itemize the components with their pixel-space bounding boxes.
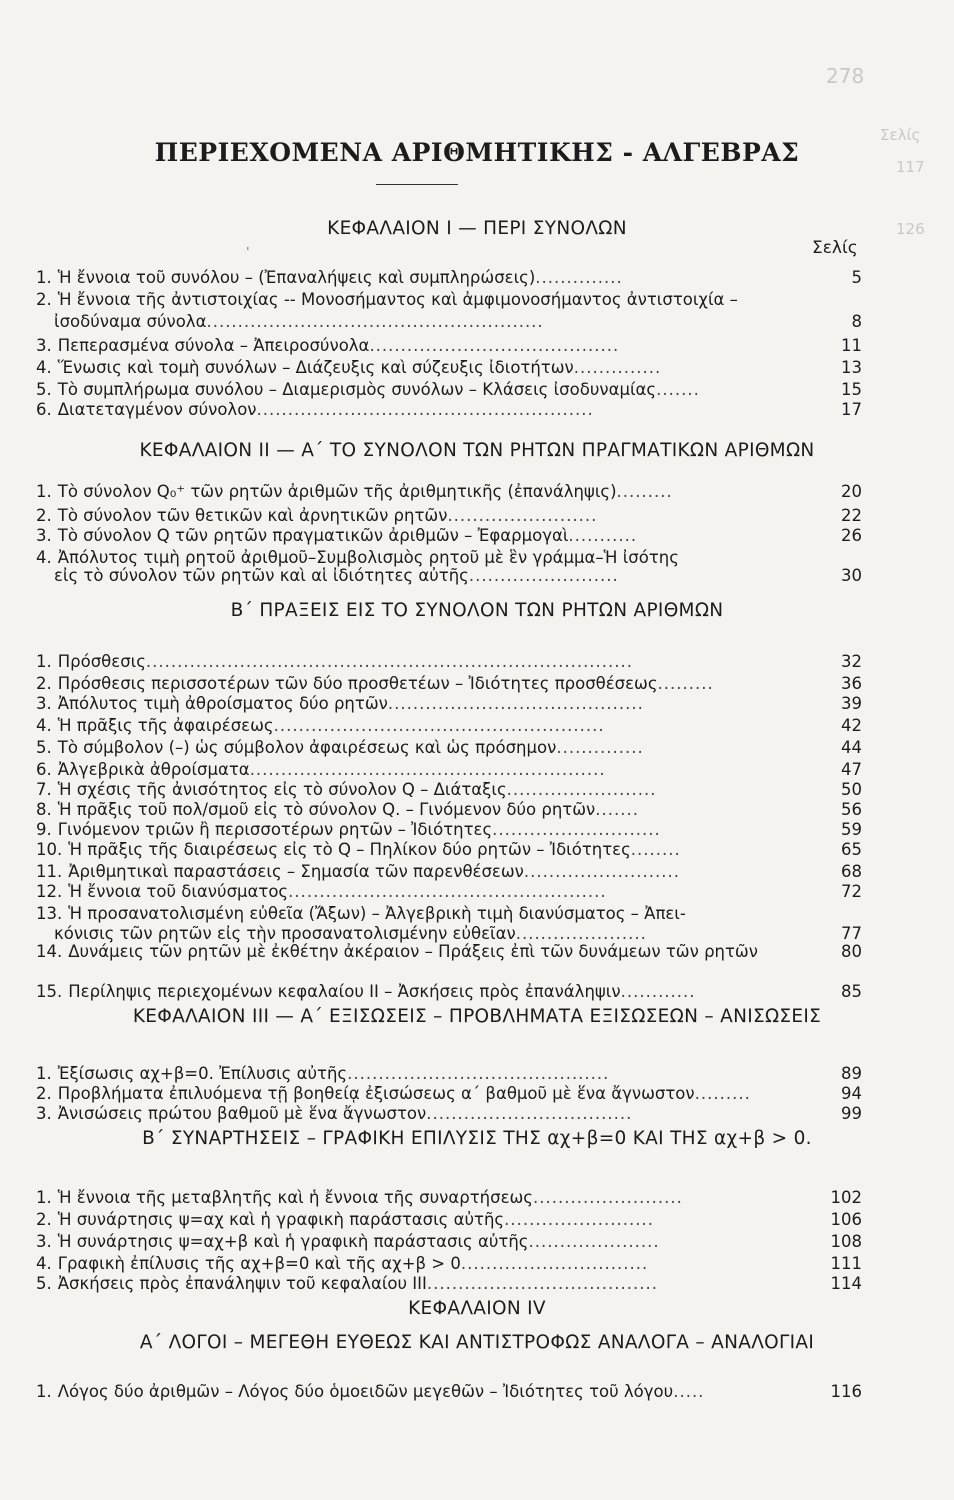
toc-entry-page: 26 [841, 526, 862, 545]
ghost-label: Σελίς [880, 126, 921, 144]
page-title: ΠΕΡΙΕΧΟΜΕΝΑ ΑΡΙΘΜΗΤΙΚΗΣ - ΑΛΓΕΒΡΑΣ [154, 138, 800, 167]
toc-entry [36, 1274, 862, 1294]
toc-entry-page: 50 [841, 780, 862, 799]
toc-entry-number: 4. [36, 358, 52, 377]
toc-entry [36, 1104, 862, 1124]
toc-entry-leader: .......................................... [347, 1064, 610, 1083]
toc-entry-number: 2. [36, 674, 52, 693]
toc-entry-text: Ἐξίσωσις αχ+β=0. Ἐπίλυσις αὐτῆς [57, 1064, 348, 1083]
toc-entry-text: Τὸ σύμβολον (–) ὡς σύμβολον ἀφαιρέσεως καὶ ὡς πρόσημον [57, 738, 557, 757]
chapter-2b-heading: Β΄ ΠΡΑΞΕΙΣ ΕΙΣ ΤΟ ΣΥΝΟΛΟΝ ΤΩΝ ΡΗΤΩΝ ΑΡΙΘΜΩΝ [230, 600, 724, 621]
toc-entry-number: 5. [36, 380, 52, 399]
toc-entry-leader: ..................... [515, 924, 647, 943]
toc-entry-number: 1. [36, 652, 52, 671]
toc-entry-text: Διατεταγμένον σύνολον [57, 400, 257, 419]
toc-entry-continuation [36, 566, 862, 586]
toc-entry-text: Ἀπόλυτος τιμὴ ἀθροίσματος δύο ρητῶν [57, 694, 388, 713]
toc-entry-text: Ἡ συνάρτησις ψ=αχ καὶ ἡ γραφικὴ παράστασις αὐτῆς [57, 1210, 505, 1229]
toc-entry-leader: ..................... [528, 1232, 660, 1251]
toc-entry-page: 77 [841, 924, 862, 943]
toc-entry-number: 2. [36, 1210, 52, 1229]
toc-entry-text: Ἡ πρᾶξις τῆς ἀφαιρέσεως [57, 716, 274, 735]
toc-entry-page: 20 [841, 482, 862, 501]
toc-entry-number: 10. [36, 840, 63, 859]
toc-entry-page: 39 [841, 694, 862, 713]
toc-entry-number: 1. [36, 1188, 52, 1207]
toc-entry-page: 36 [841, 674, 862, 693]
toc-entry-page: 99 [841, 1104, 862, 1123]
toc-entry-page: 17 [841, 400, 862, 419]
toc-entry-number: 15. [36, 982, 63, 1001]
toc-entry-continuation [36, 312, 862, 332]
toc-entry-text: Ἀσκήσεις πρὸς ἐπανάληψιν τοῦ κεφαλαίου ΙΙΙ [57, 1274, 427, 1293]
toc-entry-text: Τὸ σύνολον Q₀⁺ τῶν ρητῶν ἀριθμῶν τῆς ἀριθμητικῆς (ἐπανάληψις) [57, 482, 617, 501]
toc-entry-number: 9. [36, 820, 52, 839]
toc-entry-number: 6. [36, 400, 52, 419]
toc-entry-text: Ἀπόλυτος τιμὴ ρητοῦ ἀριθμοῦ–Συμβολισμὸς ρητοῦ μὲ ἓν γράμμα–Ἡ ἰσότης [57, 548, 679, 567]
toc-entry-page: 111 [830, 1254, 862, 1273]
toc-entry-leader: ........ [630, 840, 681, 859]
toc-entry-text: Γινόμενον τριῶν ἢ περισσοτέρων ρητῶν – Ἰδιότητες [57, 820, 493, 839]
toc-entry-leader: ..... [673, 1382, 705, 1401]
toc-entry-number: 4. [36, 1254, 52, 1273]
ghost-page: 126 [896, 220, 925, 238]
toc-entry-page: 106 [830, 1210, 862, 1229]
chapter-3b-heading: Β΄ ΣΥΝΑΡΤΗΣΕΙΣ – ΓΡΑΦΙΚΗ ΕΠΙΛΥΣΙΣ ΤΗΣ αχ+β=0 ΚΑΙ ΤΗΣ αχ+β > 0. [142, 1128, 812, 1149]
toc-entry-text: Ἡ προσανατολισμένη εὐθεῖα (Ἄξων) – Ἀλγεβρικὴ τιμὴ διανύσματος – Ἀπει- [68, 904, 686, 923]
toc-entry-leader: ......................................................... [249, 760, 606, 779]
toc-entry [36, 760, 862, 780]
toc-entry-leader: .............. [535, 268, 623, 287]
toc-entry [36, 1084, 862, 1104]
toc-entry-leader: ........... [568, 526, 638, 545]
toc-entry [36, 358, 862, 378]
toc-entry-number: 3. [36, 1232, 52, 1251]
toc-entry-number: 2. [36, 1084, 52, 1103]
toc-entry [36, 1232, 862, 1252]
toc-entry-leader: ....... [595, 800, 639, 819]
toc-entry-page: 80 [841, 942, 862, 961]
chapter-1-heading: ΚΕΦΑΛΑΙΟΝ Ι — ΠΕΡΙ ΣΥΝΟΛΩΝ [327, 218, 627, 239]
ghost-page: 117 [896, 158, 925, 176]
toc-entry-text: Πεπερασμένα σύνολα – Ἀπειροσύνολα [57, 336, 370, 355]
toc-entry-leader: ........................ [468, 566, 619, 585]
toc-entry [36, 674, 862, 694]
toc-entry-leader: ......................................... [387, 694, 644, 713]
toc-entry-leader: ..................................................... [273, 716, 605, 735]
toc-entry-leader: .............................. [460, 1254, 649, 1273]
toc-entry-leader: ........................................ [369, 336, 620, 355]
toc-entry [36, 1382, 862, 1402]
toc-entry-text: Ἡ σχέσις τῆς ἀνισότητος εἰς τὸ σύνολον Q – Διάταξις [57, 780, 507, 799]
toc-entry-leader: ..................................... [426, 1274, 658, 1293]
toc-entry [36, 482, 862, 502]
toc-entry-text: Πρόσθεσις [57, 652, 146, 671]
toc-entry-text: Ἡ ἔννοια τῆς μεταβλητῆς καὶ ἡ ἔννοια τῆς συναρτήσεως [57, 1188, 533, 1207]
toc-entry-number: 3. [36, 336, 52, 355]
toc-entry-page: 30 [841, 566, 862, 585]
toc-entry-page: 44 [841, 738, 862, 757]
toc-entry [36, 526, 862, 546]
toc-entry-leader: .............................................................................. [145, 652, 634, 671]
toc-entry-text: Ἡ πρᾶξις τῆς διαιρέσεως εἰς τὸ Q – Πηλίκον δύο ρητῶν – Ἰδιότητες [68, 840, 631, 859]
toc-entry [36, 652, 862, 672]
toc-entry-text: Τὸ σύνολον Q τῶν ρητῶν πραγματικῶν ἀριθμῶν – Ἐφαρμογαὶ [57, 526, 569, 545]
toc-entry-page: 5 [851, 268, 862, 287]
toc-entry [36, 336, 862, 356]
toc-entry-page: 114 [830, 1274, 862, 1293]
toc-entry-page: 11 [841, 336, 862, 355]
toc-entry-number: 8. [36, 800, 52, 819]
stray-mark: ˈ [246, 246, 250, 261]
toc-entry-number: 13. [36, 904, 63, 923]
toc-entry [36, 400, 862, 420]
toc-entry-page: 22 [841, 506, 862, 525]
toc-entry [36, 1188, 862, 1208]
toc-entry-number: 3. [36, 694, 52, 713]
toc-entry-number: 11. [36, 862, 63, 881]
toc-entry-leader: ........................... [492, 820, 661, 839]
toc-entry-leader: ........................ [447, 506, 598, 525]
toc-entry [36, 694, 862, 714]
toc-entry-number: 1. [36, 268, 52, 287]
toc-entry [36, 820, 862, 840]
toc-entry-text: ἰσοδύναμα σύνολα [54, 312, 207, 331]
toc-entry-number: 4. [36, 548, 52, 567]
toc-entry-page: 85 [841, 982, 862, 1001]
toc-entry-text: Ἡ συνάρτησις ψ=αχ+β καὶ ἡ γραφικὴ παράστασις αὐτῆς [57, 1232, 529, 1251]
toc-entry-leader: ........................ [506, 780, 657, 799]
toc-entry-number: 3. [36, 526, 52, 545]
toc-entry [36, 1254, 862, 1274]
toc-entry-text: εἰς τὸ σύνολον τῶν ρητῶν καὶ αἱ ἰδιότητες αὐτῆς [54, 566, 469, 585]
toc-entry-page: 32 [841, 652, 862, 671]
toc-entry-leader: ............ [620, 982, 696, 1001]
toc-entry-page: 65 [841, 840, 862, 859]
toc-entry-page: 8 [851, 312, 862, 331]
toc-entry-page: 102 [830, 1188, 862, 1207]
chapter-3-heading: ΚΕΦΑΛΑΙΟΝ ΙΙΙ — Α΄ ΕΞΙΣΩΣΕΙΣ – ΠΡΟΒΛΗΜΑΤΑ ΕΞΙΣΩΣΕΩΝ – ΑΝΙΣΩΣΕΙΣ [132, 1006, 822, 1027]
toc-entry [36, 716, 862, 736]
toc-entry-page: 89 [841, 1064, 862, 1083]
toc-entry-leader: ...................................................... [256, 400, 594, 419]
toc-entry-leader: ....... [656, 380, 700, 399]
toc-entry-text: Περίληψις περιεχομένων κεφαλαίου ΙΙ – Ἀσκήσεις πρὸς ἐπανάληψιν [68, 982, 621, 1001]
chapter-4-heading: ΚΕΦΑΛΑΙΟΝ ΙV [408, 1298, 546, 1319]
title-divider [376, 184, 458, 185]
toc-entry-leader: ......... [657, 674, 714, 693]
toc-entry-page: 94 [841, 1084, 862, 1103]
toc-entry [36, 780, 862, 800]
toc-entry-page: 68 [841, 862, 862, 881]
toc-entry-number: 2. [36, 506, 52, 525]
toc-entry-number: 2. [36, 290, 52, 309]
toc-entry-page: 13 [841, 358, 862, 377]
toc-entry [36, 800, 862, 820]
toc-entry-text: κόνισις τῶν ρητῶν εἰς τὴν προσανατολισμένην εὐθεῖαν [54, 924, 516, 943]
toc-entry-page: 59 [841, 820, 862, 839]
toc-entry [36, 268, 862, 288]
toc-entry-leader: ......... [694, 1084, 751, 1103]
toc-entry-number: 5. [36, 738, 52, 757]
toc-entry [36, 738, 862, 758]
toc-entry-text: Πρόσθεσις περισσοτέρων τῶν δύο προσθετέων – Ἰδιότητες προσθέσεως [57, 674, 658, 693]
chapter-2-heading: ΚΕΦΑΛΑΙΟΝ ΙΙ — Α΄ ΤΟ ΣΥΝΟΛΟΝ ΤΩΝ ΡΗΤΩΝ ΠΡΑΓΜΑΤΙΚΩΝ ΑΡΙΘΜΩΝ [139, 440, 815, 461]
toc-entry-text: Ἀνισώσεις πρώτου βαθμοῦ μὲ ἕνα ἄγνωστον [57, 1104, 427, 1123]
toc-entry [36, 982, 862, 1002]
toc-entry-leader: ...................................................... [206, 312, 544, 331]
toc-entry-number: 6. [36, 760, 52, 779]
toc-entry-number: 7. [36, 780, 52, 799]
toc-entry [36, 942, 862, 962]
chapter-4a-heading: Α΄ ΛΟΓΟΙ – ΜΕΓΕΘΗ ΕΥΘΕΩΣ ΚΑΙ ΑΝΤΙΣΤΡΟΦΩΣ ΑΝΑΛΟΓΑ – ΑΝΑΛΟΓΙΑΙ [139, 1332, 815, 1353]
toc-entry-page: 47 [841, 760, 862, 779]
toc-entry-text: Δυνάμεις τῶν ρητῶν μὲ ἐκθέτην ἀκέραιον – Πράξεις ἐπὶ τῶν δυνάμεων τῶν ρητῶν [68, 942, 758, 961]
toc-entry-number: 1. [36, 482, 52, 501]
toc-entry [36, 506, 862, 526]
toc-entry [36, 862, 862, 882]
toc-entry-page: 72 [841, 882, 862, 901]
toc-entry-leader: ................................................... [288, 882, 607, 901]
toc-entry-leader: ......................... [523, 862, 681, 881]
toc-entry-page: 15 [841, 380, 862, 399]
toc-entry-text: Τὸ σύνολον τῶν θετικῶν καὶ ἀρνητικῶν ρητῶν [57, 506, 448, 525]
page-column-label: Σελίς [812, 238, 858, 258]
toc-entry-number: 14. [36, 942, 63, 961]
toc-entry-leader: ................................. [426, 1104, 633, 1123]
toc-entry-text: Λόγος δύο ἀριθμῶν – Λόγος δύο ὁμοειδῶν μεγεθῶν – Ἰδιότητες τοῦ λόγου [57, 1382, 674, 1401]
toc-entry-text: Τὸ συμπλήρωμα συνόλου – Διαμερισμὸς συνόλων – Κλάσεις ἰσοδυναμίας [57, 380, 657, 399]
toc-entry-text: Γραφικὴ ἐπίλυσις τῆς αχ+β=0 καὶ τῆς αχ+β > 0 [57, 1254, 461, 1273]
toc-entry-number: 4. [36, 716, 52, 735]
toc-entry-leader: ........................ [504, 1210, 655, 1229]
toc-entry-text: Ἡ ἔννοια τοῦ συνόλου – (Ἐπαναλήψεις καὶ συμπληρώσεις) [57, 268, 536, 287]
toc-entry-page: 56 [841, 800, 862, 819]
toc-entry [36, 1064, 862, 1084]
toc-entry-text: Προβλήματα ἐπιλυόμενα τῇ βοηθείᾳ ἐξισώσεως α΄ βαθμοῦ μὲ ἕνα ἄγνωστον [57, 1084, 695, 1103]
toc-entry-number: 12. [36, 882, 63, 901]
toc-entry [36, 380, 862, 400]
toc-entry-leader: .............. [556, 738, 644, 757]
toc-entry-leader: .............. [573, 358, 662, 377]
ghost-page-number: 278 [826, 64, 865, 88]
toc-entry-text: Ἕνωσις καὶ τομὴ συνόλων – Διάζευξις καὶ σύζευξις ἰδιοτήτων [57, 358, 574, 377]
toc-entry-page: 42 [841, 716, 862, 735]
toc-entry [36, 882, 862, 902]
toc-entry-leader: ........................ [533, 1188, 683, 1207]
toc-entry-text: Ἡ πρᾶξις τοῦ πολ/σμοῦ εἰς τὸ σύνολον Q. – Γινόμενον δύο ρητῶν [57, 800, 596, 819]
toc-entry-text: Ἀριθμητικαὶ παραστάσεις – Σημασία τῶν παρενθέσεων [68, 862, 524, 881]
toc-entry [36, 904, 862, 924]
toc-entry [36, 840, 862, 860]
toc-entry-number: 1. [36, 1064, 52, 1083]
toc-entry-text: Ἡ ἔννοια τοῦ διανύσματος [68, 882, 289, 901]
toc-entry-number: 1. [36, 1382, 52, 1401]
toc-entry-number: 3. [36, 1104, 52, 1123]
toc-entry-number: 5. [36, 1274, 52, 1293]
toc-entry-leader: ......... [616, 482, 673, 501]
toc-entry [36, 548, 862, 568]
toc-entry-text: Ἡ ἔννοια τῆς ἀντιστοιχίας -- Μονοσήμαντος καὶ ἀμφιμονοσήμαντος ἀντιστοιχία – [57, 290, 738, 309]
toc-entry [36, 290, 862, 310]
toc-entry-page: 108 [830, 1232, 862, 1251]
toc-entry-text: Ἀλγεβρικὰ ἀθροίσματα [57, 760, 250, 779]
toc-entry-page: 116 [830, 1382, 862, 1401]
toc-entry-continuation [36, 924, 862, 944]
toc-entry [36, 1210, 862, 1230]
